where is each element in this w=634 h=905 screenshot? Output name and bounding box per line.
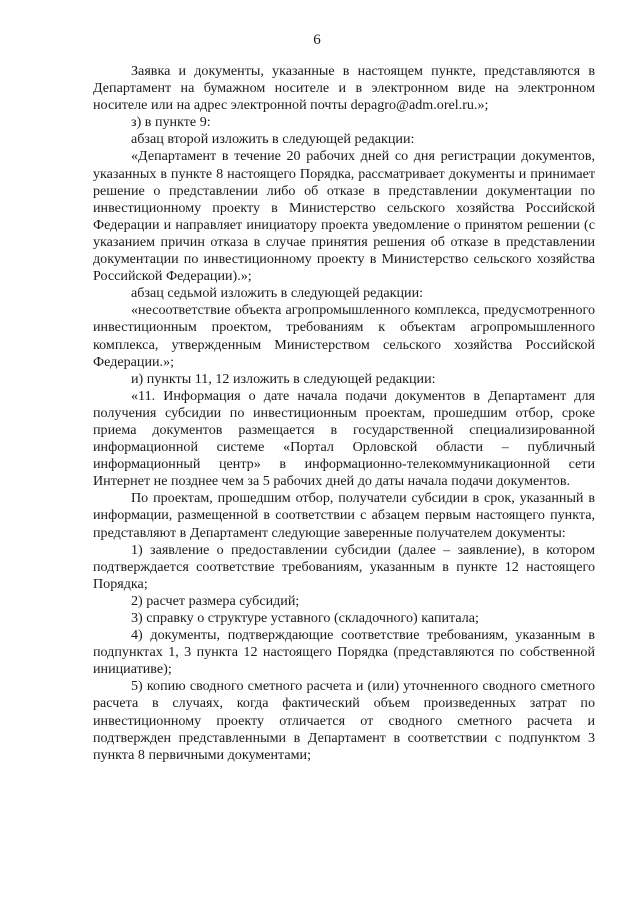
paragraph-point-11: «11. Информация о дате начала подачи документов в Департамент для получения субсидии по инвестиционным проектам, прошедшим отбор, сроке приема документов размещается в государственной специализированной информационной системе «Портал Орловской области – публичный информационный центр» в информационно-телекоммуникационной сети Интернет не позднее чем за 5 рабочих дней до даты начала подачи документов. [93,387,595,490]
paragraph-subitem-z: з) в пункте 9: [131,114,211,131]
list-item-4: 4) документы, подтверждающие соответствие требованиям, указанным в подпунктах 1, 3 пункта 12 настоящего Порядка (представляются по собственной инициативе); [93,627,595,678]
page-number: 6 [313,32,321,48]
paragraph-seventh-abzac-intro: абзац седьмой изложить в следующей редакции: [131,285,424,302]
paragraph-nonconformity: «несоответствие объекта агропромышленного комплекса, предусмотренного инвестиционным проектом, требованиям к объектам агропромышленного комплекса, утвержденным Министерством сельского хозяйства Российской Федерации.»; [93,302,595,370]
paragraph-subitem-i: и) пункты 11, 12 изложить в следующей редакции: [131,370,436,387]
paragraph-application-submission: Заявка и документы, указанные в настоящем пункте, представляются в Департамент на бумажном носителе и в электронном виде на электронном носителе или на адрес электронной почты depagro@adm.orel.ru.»; [93,63,595,114]
list-item-5: 5) копию сводного сметного расчета и (или) уточненного сводного сметного расчета в случаях, когда фактический объем произведенных затрат по инвестиционному проекту отличается от сводного сметного расчета и подтвержден представленными в Департамент в соответствии с подпунктом 3 пункта 8 первичными документами; [93,678,595,763]
paragraph-department-decision: «Департамент в течение 20 рабочих дней со дня регистрации документов, указанных в пункте 8 настоящего Порядка, рассматривает документы и принимает решение о представлении либо об отказе в представлении документации по инвестиционному проекту в Министерство сельского хозяйства Российской Федерации и направляет инициатору проекта уведомление о принятом решении (с указанием причин отказа в случае принятия решения об отказе в представлении документации по инвестиционному проекту в Министерство сельского хозяйства Российской Федерации).»; [93,148,595,285]
paragraph-second-abzac-intro: абзац второй изложить в следующей редакции: [131,131,415,148]
list-item-3: 3) справку о структуре уставного (складочного) капитала; [131,610,479,626]
list-item-1: 1) заявление о предоставлении субсидии (далее – заявление), в котором подтверждается соответствие требованиям, указанным в пункте 12 настоящего Порядка; [93,541,595,592]
paragraph-selected-projects: По проектам, прошедшим отбор, получатели субсидии в срок, указанный в информации, размещенной в соответствии с абзацем первым настоящего пункта, представляют в Департамент следующие заверенные получателем документы: [93,490,595,541]
list-item-2: 2) расчет размера субсидий; [131,592,300,609]
document-body [93,63,595,764]
